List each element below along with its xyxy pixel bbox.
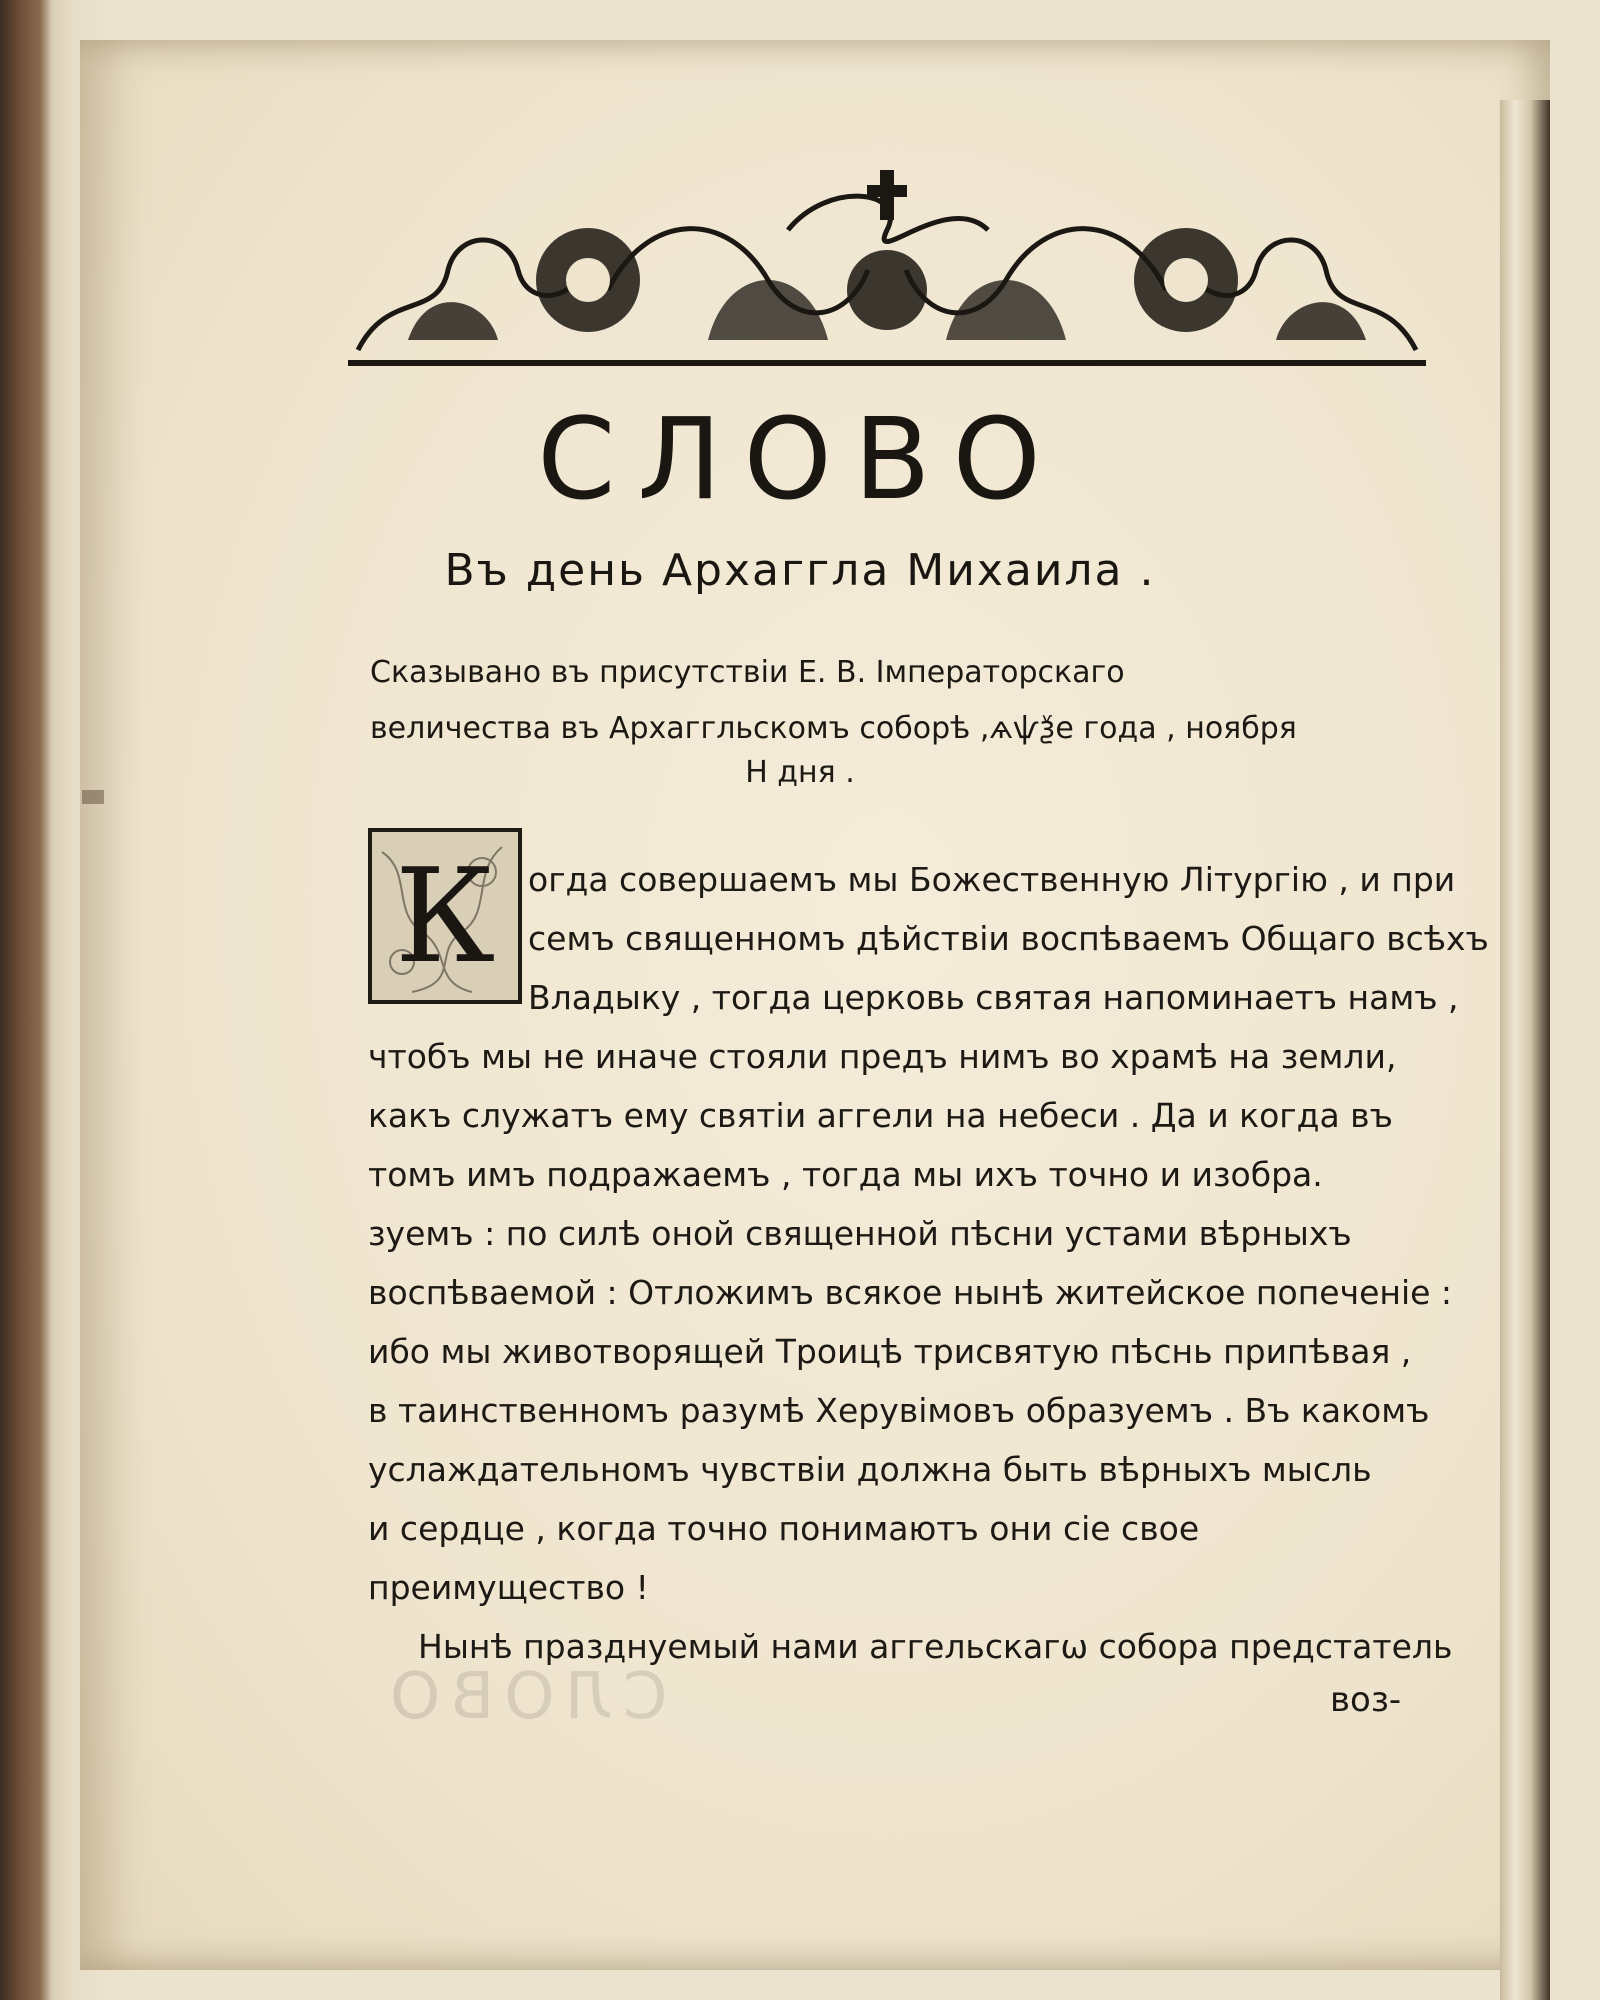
occasion-line: величества въ Архаггльскомъ соборѣ ,ѧѱѯе года , ноября: [370, 711, 1297, 746]
margin-mark: [82, 790, 104, 804]
bleed-through-text: СЛОВО: [380, 1660, 668, 1734]
body-line: Владыку , тогда церковь святая напоминаетъ намъ ,: [528, 978, 1459, 1017]
body-line: и сердце , когда точно понимаютъ они сіе свое: [368, 1509, 1200, 1548]
initial-letter: К: [394, 840, 496, 992]
occasion-line: Сказывано въ присутствіи Е. В. Імператорскаго: [370, 655, 1125, 690]
body-line: воспѣваемой : Отложимъ всякое нынѣ житейское попеченіе :: [368, 1273, 1453, 1312]
body-line: зуемъ : по силѣ оной священной пѣсни устами вѣрныхъ: [368, 1214, 1352, 1253]
occasion-note: [370, 645, 1430, 757]
occasion-date-line: Н дня .: [745, 755, 855, 790]
body-line: преимущество !: [368, 1568, 649, 1607]
body-line: услаждательномъ чувствіи должна быть вѣрныхъ мысль: [368, 1450, 1372, 1489]
body-line: какъ служатъ ему святіи аггели на небеси . Да и когда въ: [368, 1096, 1393, 1135]
body-line: в таинственномъ разумѣ Херувімовъ образуемъ . Въ какомъ: [368, 1391, 1430, 1430]
body-line: ибо мы животворящей Троицѣ трисвятую пѣснь припѣвая ,: [368, 1332, 1412, 1371]
page-fore-edge: [1500, 100, 1550, 2000]
body-line: огда совершаемъ мы Божественную Літургію , и при: [528, 860, 1456, 899]
body-line: чтобъ мы не иначе стояли предъ нимъ во храмѣ на земли,: [368, 1037, 1397, 1076]
sermon-body: [368, 850, 1489, 1676]
page-title: СЛОВО: [537, 395, 1063, 525]
floral-headpiece-ornament: [348, 170, 1426, 370]
body-line: томъ имъ подражаемъ , тогда мы ихъ точно и изобра.: [368, 1155, 1323, 1194]
catchword: воз-: [1330, 1680, 1402, 1720]
body-line: семъ священномъ дѣйствіи воспѣваемъ Общаго всѣхъ: [528, 919, 1489, 958]
sermon-subtitle: Въ день Архаггла Михаила .: [444, 545, 1156, 596]
body-paragraph-start: Нынѣ празднуемый нами аггельскагω собора предстатель: [418, 1627, 1453, 1666]
